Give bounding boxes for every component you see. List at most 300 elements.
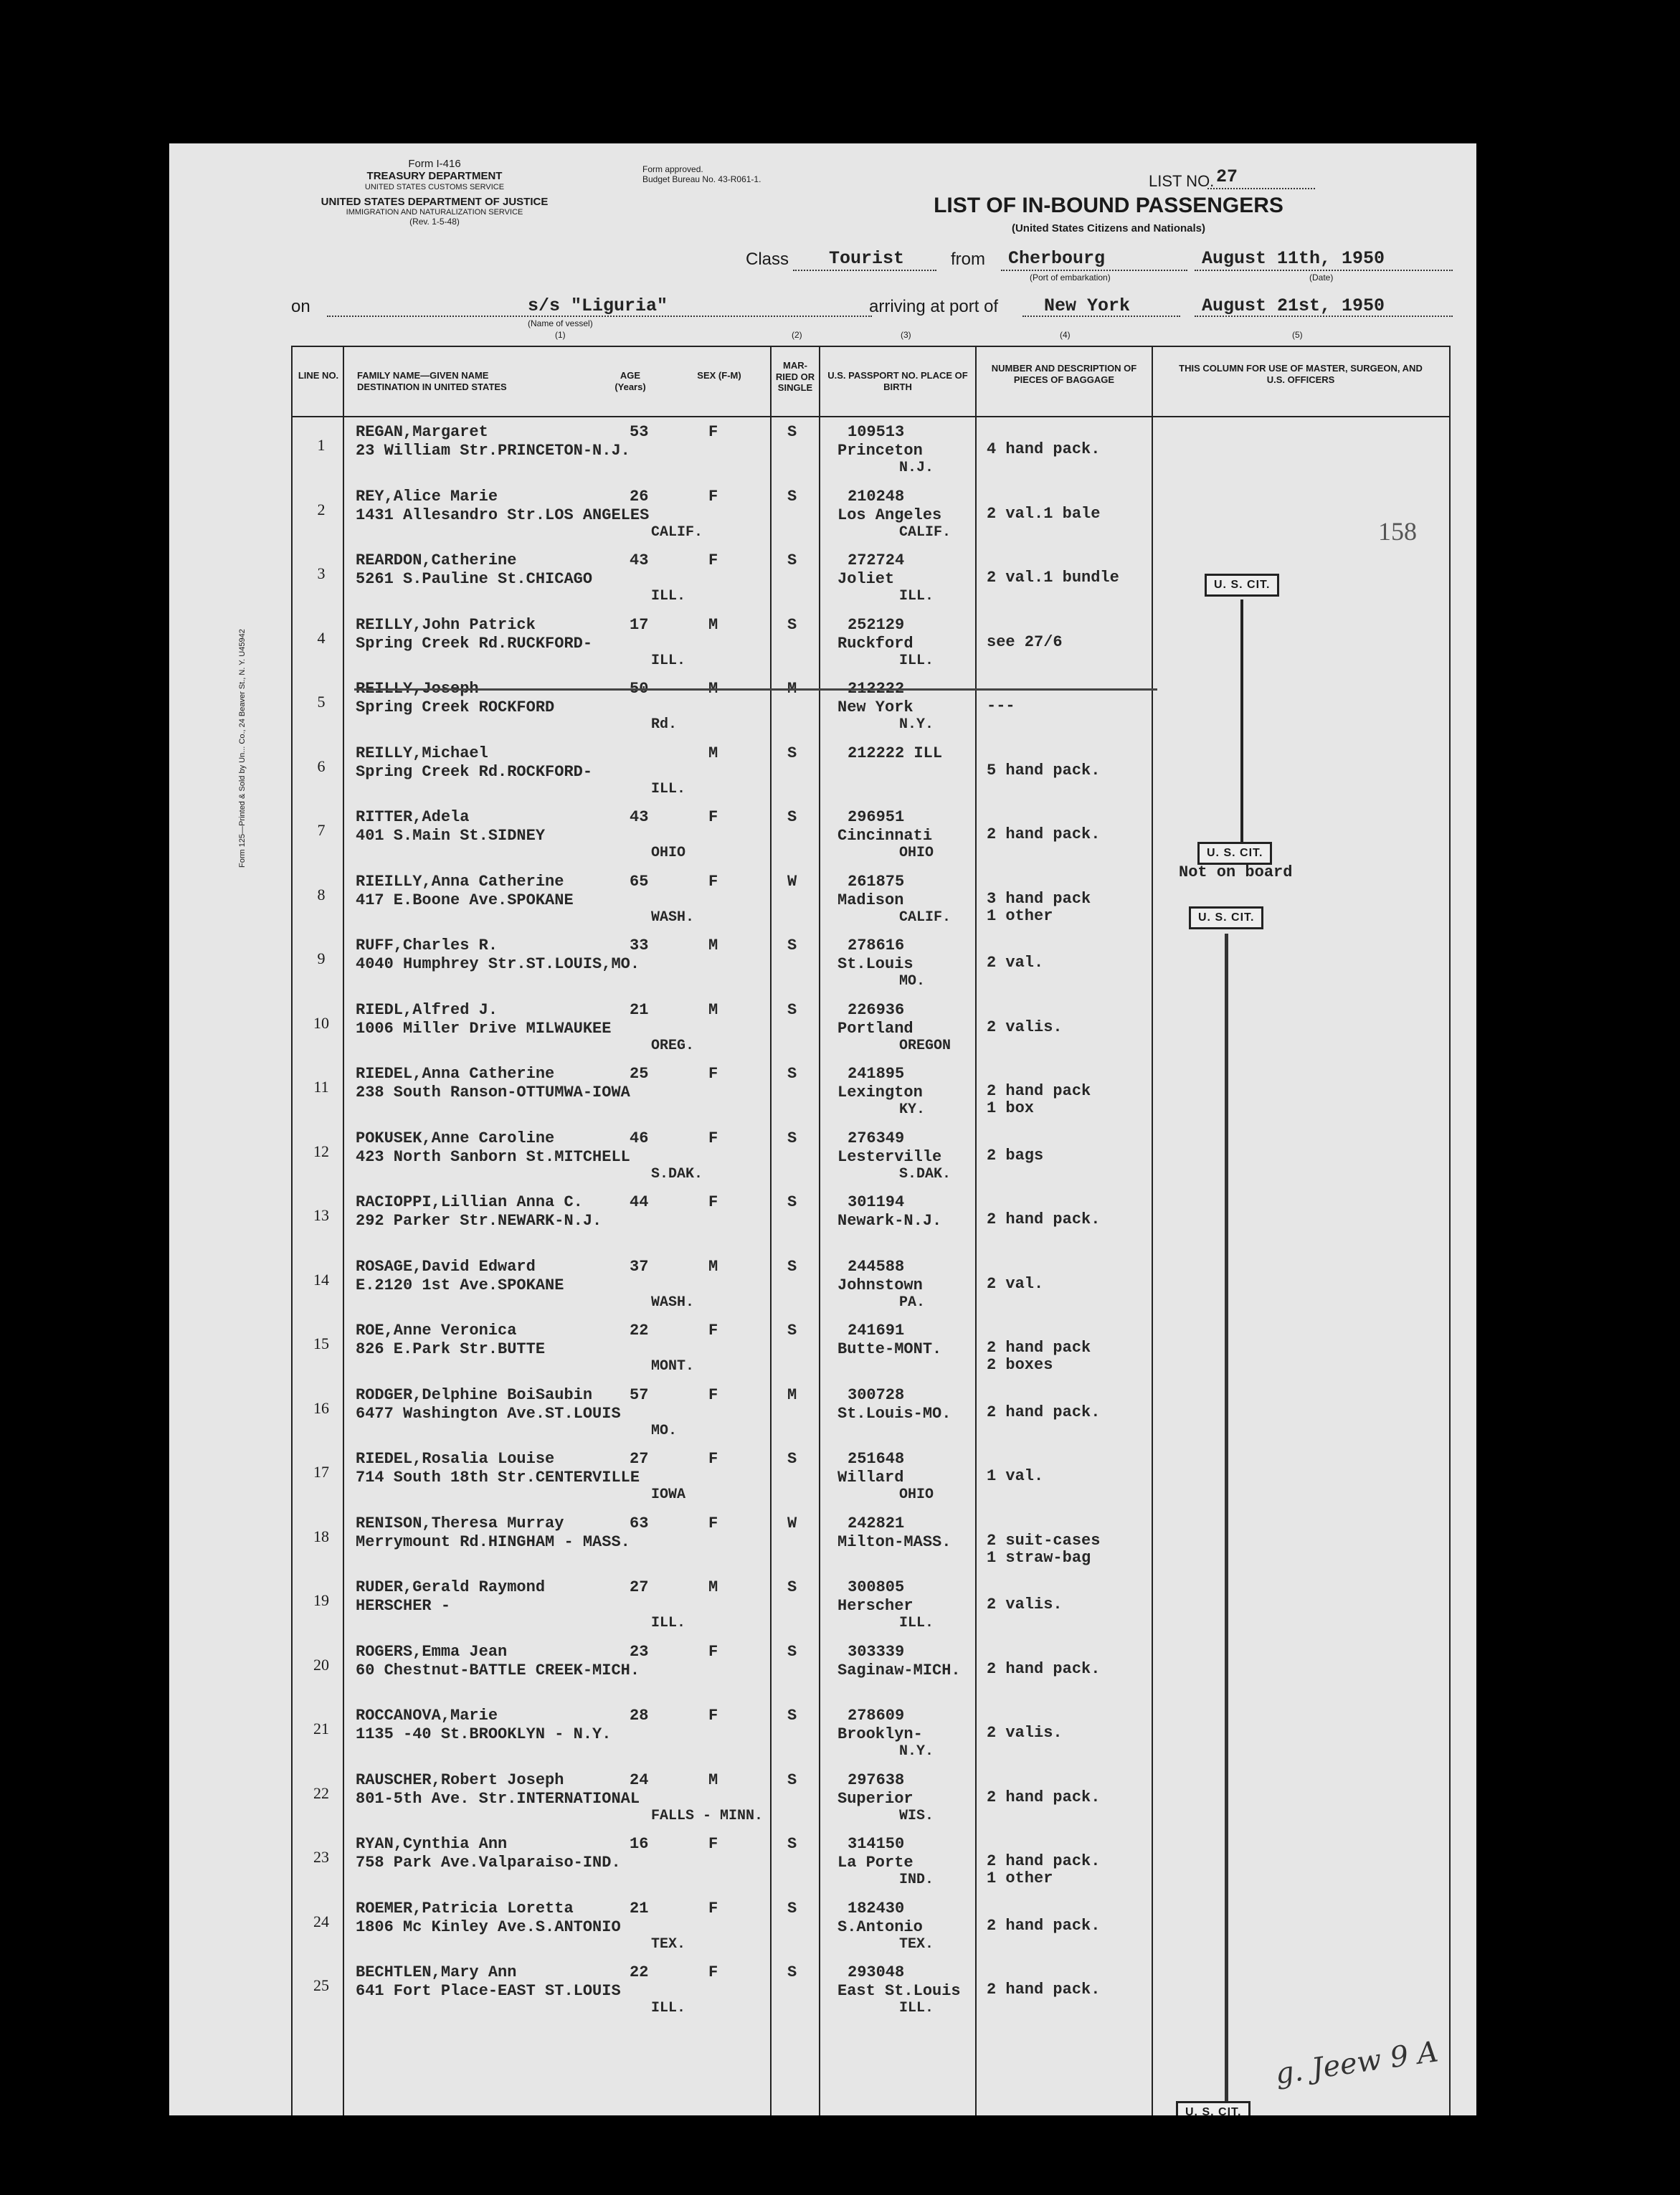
destination: Spring Creek Rd.ROCKFORD- — [356, 762, 593, 781]
passenger-name: ROEMER,Patricia Loretta — [356, 1899, 574, 1917]
sex: F — [708, 1963, 718, 1981]
destination-state: ILL. — [651, 1615, 686, 1631]
form-approval — [642, 165, 858, 185]
place-of-birth: Madison — [837, 891, 904, 909]
sex: M — [708, 744, 718, 762]
passport-number: 297638 — [848, 1770, 905, 1789]
place-of-birth: Johnstown — [837, 1276, 923, 1294]
age: 22 — [630, 1963, 649, 1981]
line-number: 16 — [313, 1398, 329, 1417]
table-row — [293, 1061, 1449, 1124]
table-row — [293, 419, 1449, 483]
line-number: 12 — [313, 1142, 329, 1160]
table-row — [293, 1253, 1449, 1317]
passenger-name: ROE,Anne Veronica — [356, 1322, 517, 1340]
sex: F — [708, 551, 718, 569]
sex: M — [708, 937, 718, 954]
marital-status: S — [787, 1000, 797, 1019]
place-of-birth: Cincinnati — [837, 827, 933, 845]
destination: E.2120 1st Ave.SPOKANE — [356, 1276, 564, 1294]
date-line — [1195, 270, 1453, 271]
place-of-birth: Superior — [837, 1789, 913, 1808]
place-of-birth: Princeton — [837, 442, 923, 460]
sex: F — [708, 1642, 718, 1661]
list-no-label: LIST NO. — [1149, 172, 1215, 190]
sex: M — [708, 1770, 718, 1789]
baggage: 4 hand pack. — [987, 440, 1101, 458]
place-of-birth: Milton-MASS. — [837, 1532, 951, 1551]
destination-state: MONT. — [651, 1358, 695, 1375]
us-cit-stamp: U. S. CIT. — [1205, 574, 1279, 597]
table-row — [293, 1510, 1449, 1574]
col4-caption: (4) — [1060, 330, 1071, 340]
baggage: 2 valis. — [987, 1724, 1063, 1742]
vessel-name: s/s "Liguria" — [528, 295, 668, 316]
list-no-value: 27 — [1216, 166, 1238, 187]
page-number: 158 — [1378, 517, 1417, 546]
budget-bureau: Budget Bureau No. 43-R061-1. — [642, 174, 761, 184]
age: 22 — [630, 1322, 649, 1340]
marital-status: S — [787, 423, 797, 441]
us-cit-stamp: U. S. CIT. — [1197, 842, 1272, 865]
arrival-date-line — [1195, 316, 1453, 317]
age: 21 — [630, 1899, 649, 1917]
passenger-name: POKUSEK,Anne Caroline — [356, 1129, 555, 1147]
header-divider — [293, 416, 1449, 417]
vessel-caption: (Name of vessel) — [528, 318, 593, 328]
on-label: on — [291, 297, 310, 316]
passenger-name: REILLY,Joseph — [356, 680, 479, 698]
sex: M — [708, 1257, 718, 1276]
place-of-birth-state: PA. — [899, 1294, 926, 1311]
passport-number: 109513 — [848, 423, 905, 441]
baggage: 2 bags — [987, 1146, 1044, 1165]
passenger-name: ROGERS,Emma Jean — [356, 1642, 508, 1661]
form-approved: Form approved. — [642, 164, 703, 174]
passport-number: 251648 — [848, 1450, 905, 1468]
line-number: 17 — [313, 1463, 329, 1481]
marital-status: S — [787, 1642, 797, 1661]
baggage: 2 valis. — [987, 1596, 1063, 1613]
table-row — [293, 612, 1449, 675]
passenger-name: BECHTLEN,Mary Ann — [356, 1963, 517, 1981]
col-header-passport: U.S. PASSPORT NO. PLACE OF BIRTH — [827, 370, 968, 392]
baggage: 5 hand pack. — [987, 761, 1101, 779]
table-row — [293, 997, 1449, 1061]
destination-state: TEX. — [651, 1935, 686, 1953]
destination-state: S.DAK. — [651, 1165, 703, 1182]
table-row — [293, 1702, 1449, 1766]
passport-number: 241691 — [848, 1322, 905, 1340]
passenger-name: ROCCANOVA,Marie — [356, 1707, 498, 1725]
baggage: 2 hand pack — [987, 1082, 1091, 1100]
sex: F — [708, 1707, 718, 1725]
place-of-birth-state: ILL. — [899, 2000, 934, 2016]
age: 37 — [630, 1257, 649, 1276]
destination: Spring Creek Rd.RUCKFORD- — [356, 634, 593, 653]
passenger-name: REGAN,Margaret — [356, 423, 488, 441]
destination: Merrymount Rd.HINGHAM - MASS. — [356, 1532, 630, 1551]
marital-status: S — [787, 1963, 797, 1981]
arriving-line — [1022, 316, 1180, 317]
passport-number: 242821 — [848, 1514, 905, 1532]
table-row — [293, 1382, 1449, 1446]
class-label: Class — [746, 250, 789, 269]
baggage: 2 hand pack. — [987, 825, 1101, 843]
table-row — [293, 932, 1449, 996]
table-row — [293, 1446, 1449, 1509]
sex: M — [708, 1000, 718, 1019]
from-line — [1001, 270, 1187, 271]
passenger-name: RITTER,Adela — [356, 808, 470, 826]
col-header-name: FAMILY NAME—GIVEN NAME DESTINATION IN UNITED STATES — [357, 370, 507, 392]
passport-number: 210248 — [848, 487, 905, 506]
destination: 60 Chestnut-BATTLE CREEK-MICH. — [356, 1661, 640, 1679]
marital-status: S — [787, 1257, 797, 1276]
age: 50 — [630, 680, 649, 698]
marital-status: S — [787, 487, 797, 506]
bracket-line — [1225, 934, 1228, 2101]
place-of-birth: Joliet — [837, 570, 895, 588]
destination: 714 South 18th Str.CENTERVILLE — [356, 1469, 640, 1487]
marital-status: S — [787, 1322, 797, 1340]
departure-date: August 11th, 1950 — [1202, 248, 1385, 269]
list-no-line — [1207, 188, 1315, 189]
place-of-birth-state: MO. — [899, 973, 926, 990]
place-of-birth-state: OREGON — [899, 1037, 951, 1054]
officer-signature: g. Jeew 9 A — [1273, 2035, 1441, 2091]
sex: F — [708, 1193, 718, 1211]
age: 43 — [630, 551, 649, 569]
arriving-port: New York — [1044, 295, 1131, 316]
table-row — [293, 1574, 1449, 1638]
place-of-birth-state: S.DAK. — [899, 1165, 951, 1182]
table-row — [293, 1831, 1449, 1895]
marital-status: S — [787, 1450, 797, 1468]
baggage: 2 val.1 bale — [987, 504, 1101, 523]
marital-status: S — [787, 1770, 797, 1789]
passenger-name: RIEDEL,Rosalia Louise — [356, 1450, 555, 1468]
age: 23 — [630, 1642, 649, 1661]
sex: F — [708, 808, 718, 826]
place-of-birth: Lesterville — [837, 1147, 942, 1166]
col1-caption: (1) — [555, 330, 566, 340]
destination-state: ILL. — [651, 588, 686, 605]
passenger-name: RIEDEL,Anna Catherine — [356, 1065, 555, 1083]
destination: Spring Creek ROCKFORD — [356, 698, 555, 716]
age: 28 — [630, 1707, 649, 1725]
passenger-table — [291, 346, 1451, 2115]
destination: 1431 Allesandro Str.LOS ANGELES — [356, 506, 650, 524]
sex: F — [708, 423, 718, 441]
place-of-birth: Portland — [837, 1019, 913, 1038]
place-of-birth: Newark-N.J. — [837, 1212, 942, 1230]
line-number: 15 — [313, 1334, 329, 1352]
line-number: 13 — [313, 1206, 329, 1224]
destination: 23 William Str.PRINCETON-N.J. — [356, 442, 630, 460]
line-number: 6 — [317, 757, 326, 775]
destination: 1006 Miller Drive MILWAUKEE — [356, 1019, 612, 1038]
passenger-manifest-page — [169, 143, 1476, 2115]
destination-state: WASH. — [651, 909, 695, 926]
class-value: Tourist — [829, 248, 905, 269]
line-number: 24 — [313, 1912, 329, 1930]
passenger-name: RUDER,Gerald Raymond — [356, 1578, 546, 1596]
baggage: 2 hand pack — [987, 1339, 1091, 1357]
baggage: 2 hand pack. — [987, 1659, 1101, 1678]
line-number: 8 — [317, 885, 326, 904]
form-number: Form I-416 — [408, 158, 461, 170]
col-header-officers: THIS COLUMN FOR USE OF MASTER, SURGEON, AND U.S. OFFICERS — [1179, 363, 1423, 385]
place-of-birth: Willard — [837, 1469, 904, 1487]
marital-status: W — [787, 872, 797, 891]
destination: 292 Parker Str.NEWARK-N.J. — [356, 1212, 602, 1230]
sex: F — [708, 1322, 718, 1340]
sex: F — [708, 1450, 718, 1468]
passport-number: 276349 — [848, 1129, 905, 1147]
line-number: 20 — [313, 1655, 329, 1674]
table-row — [293, 1317, 1449, 1381]
col2-caption: (2) — [792, 330, 802, 340]
place-of-birth: S.Antonio — [837, 1917, 923, 1936]
place-of-birth-state: N.Y. — [899, 1743, 934, 1760]
line-number: 10 — [313, 1013, 329, 1032]
destination: 758 Park Ave.Valparaiso-IND. — [356, 1854, 621, 1872]
age: 21 — [630, 1000, 649, 1019]
from-label: from — [951, 250, 985, 269]
line-number: 2 — [317, 500, 326, 518]
destination-state: CALIF. — [651, 523, 703, 541]
destination: 1806 Mc Kinley Ave.S.ANTONIO — [356, 1917, 621, 1936]
age: 26 — [630, 487, 649, 506]
age: 27 — [630, 1578, 649, 1596]
baggage-extra: 1 box — [987, 1099, 1035, 1117]
table-row — [293, 1639, 1449, 1702]
from-value: Cherbourg — [1008, 248, 1106, 269]
baggage: 2 hand pack. — [987, 1788, 1101, 1806]
treasury-dept: TREASURY DEPARTMENT — [366, 170, 503, 183]
baggage: 2 suit-cases — [987, 1531, 1101, 1550]
destination-state: Rd. — [651, 716, 678, 733]
passenger-name: REY,Alice Marie — [356, 487, 498, 506]
place-of-birth-state: WIS. — [899, 1807, 934, 1824]
destination: 417 E.Boone Ave.SPOKANE — [356, 891, 574, 909]
passenger-name: REARDON,Catherine — [356, 551, 517, 569]
age: 24 — [630, 1770, 649, 1789]
marital-status: S — [787, 615, 797, 634]
destination-state: WASH. — [651, 1294, 695, 1311]
place-of-birth-state: ILL. — [899, 1615, 934, 1631]
passport-number: 296951 — [848, 808, 905, 826]
place-of-birth-state: IND. — [899, 1872, 934, 1888]
sex: F — [708, 1835, 718, 1853]
destination: 4040 Humphrey Str.ST.LOUIS,MO. — [356, 955, 640, 973]
line-number: 11 — [313, 1078, 329, 1096]
class-line — [793, 270, 936, 271]
age: 16 — [630, 1835, 649, 1853]
baggage: 2 val. — [987, 1274, 1044, 1293]
destination: 801-5th Ave. Str.INTERNATIONAL — [356, 1789, 640, 1808]
age: 53 — [630, 423, 649, 441]
line-number: 23 — [313, 1848, 329, 1866]
passenger-name: ROSAGE,David Edward — [356, 1257, 536, 1276]
destination-state: ILL. — [651, 780, 686, 797]
baggage: see 27/6 — [987, 632, 1063, 651]
baggage-extra: 2 boxes — [987, 1356, 1053, 1374]
passenger-name: RIEILLY,Anna Catherine — [356, 872, 564, 891]
table-row — [293, 740, 1449, 804]
place-of-birth-state: OHIO — [899, 1487, 934, 1503]
marital-status: S — [787, 1899, 797, 1917]
baggage-extra: 1 other — [987, 1869, 1053, 1887]
place-of-birth: East St.Louis — [837, 1982, 961, 2000]
table-row — [293, 483, 1449, 547]
destination: 826 E.Park Str.BUTTE — [356, 1340, 546, 1358]
passport-number: 300805 — [848, 1578, 905, 1596]
passport-number: 301194 — [848, 1193, 905, 1211]
sex: F — [708, 872, 718, 891]
place-of-birth: Herscher — [837, 1597, 913, 1615]
destination-state: OHIO — [651, 845, 686, 861]
passport-number: 244588 — [848, 1257, 905, 1276]
customs-service: UNITED STATES CUSTOMS SERVICE — [364, 182, 505, 191]
age: 46 — [630, 1129, 649, 1147]
sex: F — [708, 1129, 718, 1147]
revision: (Rev. 1-5-48) — [409, 217, 460, 227]
place-of-birth-state: ILL. — [899, 652, 934, 669]
port-embark-caption: (Port of embarkation) — [1030, 272, 1111, 283]
line-number: 9 — [317, 949, 326, 967]
col3-caption: (3) — [901, 330, 911, 340]
destination-state: ILL. — [651, 2000, 686, 2016]
baggage-extra: 1 other — [987, 906, 1053, 925]
table-row — [293, 1189, 1449, 1253]
destination-state: ILL. — [651, 652, 686, 669]
age: 33 — [630, 937, 649, 954]
us-cit-stamp: U. S. CIT. — [1189, 906, 1263, 929]
line-number: 7 — [317, 821, 326, 839]
sex: F — [708, 1065, 718, 1083]
table-row — [293, 1895, 1449, 1959]
place-of-birth: Saginaw-MICH. — [837, 1661, 961, 1679]
marital-status: W — [787, 1514, 797, 1532]
destination: 238 South Ranson-OTTUMWA-IOWA — [356, 1084, 630, 1101]
destination: 641 Fort Place-EAST ST.LOUIS — [356, 1982, 621, 2000]
col-header-married: MAR-RIED OR SINGLE — [775, 360, 815, 394]
table-row — [293, 675, 1449, 739]
printer-margin-text: Form 125—Printed & Sold by Un... Co., 24 Beaver St., N. Y. U45942 — [238, 629, 247, 868]
marital-status: M — [787, 1385, 797, 1404]
destination-state: OREG. — [651, 1037, 695, 1054]
place-of-birth: Ruckford — [837, 634, 913, 653]
place-of-birth: Los Angeles — [837, 506, 942, 524]
place-of-birth-state: CALIF. — [899, 523, 951, 541]
passenger-name: REILLY,Michael — [356, 744, 488, 762]
place-of-birth: St.Louis — [837, 955, 913, 973]
line-number: 21 — [313, 1720, 329, 1737]
baggage: 3 hand pack — [987, 889, 1091, 908]
place-of-birth-state: TEX. — [899, 1935, 934, 1953]
table-row — [293, 1125, 1449, 1189]
baggage: 2 hand pack. — [987, 1403, 1101, 1421]
sex: M — [708, 680, 718, 698]
destination: 6477 Washington Ave.ST.LOUIS — [356, 1404, 621, 1423]
age: 25 — [630, 1065, 649, 1083]
sex: M — [708, 1578, 718, 1596]
table-row — [293, 804, 1449, 868]
destination: HERSCHER - — [356, 1597, 451, 1615]
place-of-birth: St.Louis-MO. — [837, 1404, 951, 1423]
baggage: 2 hand pack. — [987, 1981, 1101, 1999]
sex: F — [708, 1899, 718, 1917]
baggage: 2 val.1 bundle — [987, 569, 1119, 587]
age: 17 — [630, 615, 649, 634]
marital-status: S — [787, 1129, 797, 1147]
passenger-name: RACIOPPI,Lillian Anna C. — [356, 1193, 583, 1211]
marital-status: S — [787, 1065, 797, 1083]
ins-service: IMMIGRATION AND NATURALIZATION SERVICE — [346, 208, 523, 217]
passenger-name: RYAN,Cynthia Ann — [356, 1835, 508, 1853]
arrival-date: August 21st, 1950 — [1202, 295, 1385, 316]
passport-number: 303339 — [848, 1642, 905, 1661]
line-number: 1 — [317, 436, 326, 454]
line-number: 18 — [313, 1527, 329, 1545]
marital-status: S — [787, 551, 797, 569]
passport-number: 314150 — [848, 1835, 905, 1853]
passport-number: 241895 — [848, 1065, 905, 1083]
marital-status: S — [787, 937, 797, 954]
bracket-line — [1240, 599, 1243, 842]
baggage: 2 hand pack. — [987, 1210, 1101, 1228]
age: 63 — [630, 1514, 649, 1532]
line-number: 4 — [317, 628, 326, 647]
passenger-name: RUFF,Charles R. — [356, 937, 498, 954]
justice-dept: UNITED STATES DEPARTMENT OF JUSTICE — [321, 196, 549, 209]
not-on-board-note: Not on board — [1179, 863, 1293, 881]
col-header-line: LINE NO. — [298, 370, 339, 381]
destination: 401 S.Main St.SIDNEY — [356, 827, 546, 845]
col-header-baggage: NUMBER AND DESCRIPTION OF PIECES OF BAGGAGE — [991, 363, 1137, 385]
passport-number: 261875 — [848, 872, 905, 891]
age: 65 — [630, 872, 649, 891]
destination-state: MO. — [651, 1422, 678, 1439]
baggage: 2 valis. — [987, 1018, 1063, 1036]
line-number: 22 — [313, 1783, 329, 1802]
passport-number: 212222 — [848, 680, 905, 698]
age: 43 — [630, 808, 649, 826]
passport-number: 182430 — [848, 1899, 905, 1917]
passenger-name: RODGER,Delphine BoiSaubin — [356, 1385, 593, 1404]
passenger-name: RENISON,Theresa Murray — [356, 1514, 564, 1532]
destination-state: FALLS - MINN. — [651, 1807, 764, 1824]
passport-number: 300728 — [848, 1385, 905, 1404]
date-caption: (Date) — [1309, 272, 1334, 283]
place-of-birth-state: OHIO — [899, 845, 934, 861]
passenger-name: REILLY,John Patrick — [356, 615, 536, 634]
place-of-birth-state: N.Y. — [899, 716, 934, 733]
destination: 423 North Sanborn St.MITCHELL — [356, 1147, 630, 1166]
marital-status: S — [787, 744, 797, 762]
baggage-extra: 1 straw-bag — [987, 1548, 1091, 1567]
sex: F — [708, 1385, 718, 1404]
passenger-name: RIEDL,Alfred J. — [356, 1000, 498, 1019]
baggage: 2 hand pack. — [987, 1916, 1101, 1935]
sex: F — [708, 487, 718, 506]
place-of-birth: La Porte — [837, 1854, 913, 1872]
baggage: 1 val. — [987, 1467, 1044, 1485]
passport-number: 212222 ILL — [848, 744, 943, 762]
marital-status: S — [787, 1193, 797, 1211]
